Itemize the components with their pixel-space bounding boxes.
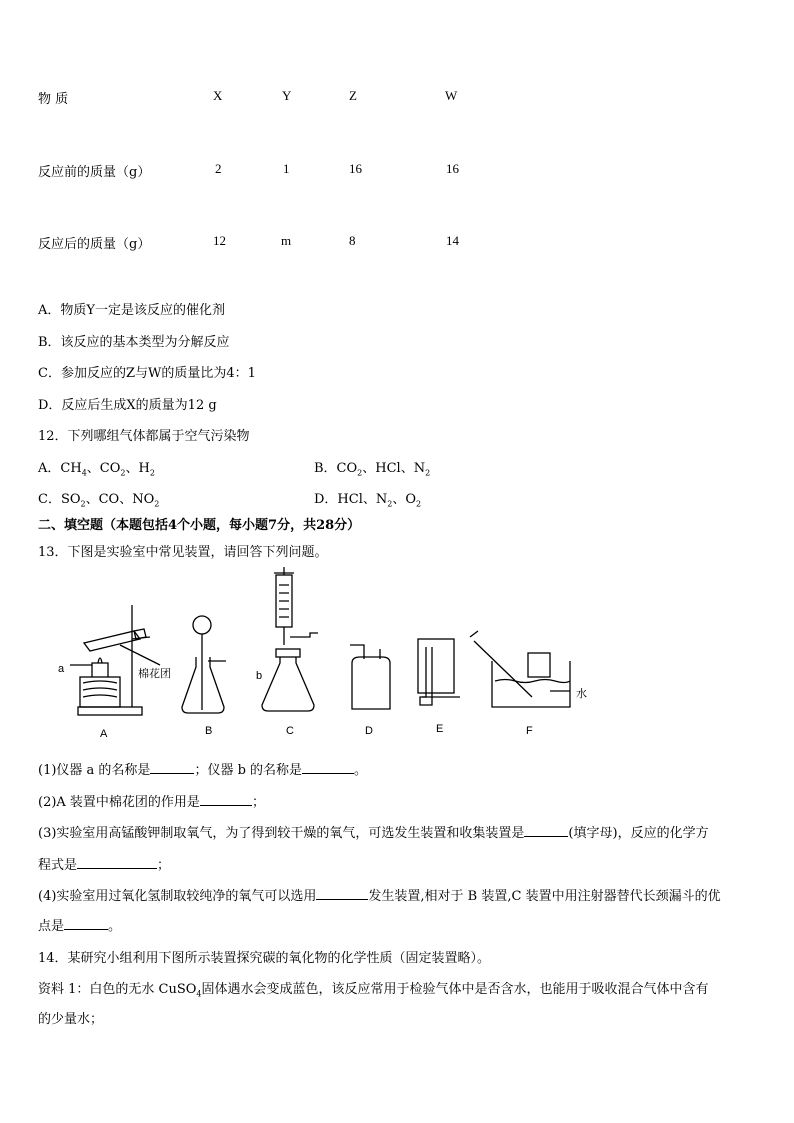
table-cell: 16 <box>446 161 459 176</box>
table-header-y: Y <box>282 88 292 103</box>
label-b: b <box>256 670 263 682</box>
apparatus-figure <box>50 565 590 745</box>
q11-option-c: C．参加反应的Z与W的质量比为4：1 <box>38 366 256 381</box>
stand-base <box>78 707 142 715</box>
q13-part3-cont: 程式是 ； <box>38 854 170 873</box>
q13-part2: (2)A 装置中棉花团的作用是 ； <box>38 791 265 810</box>
fig-label-f: F <box>526 725 533 737</box>
fig-label-a: A <box>100 728 108 740</box>
q13-stem: 13．下图是实验室中常见装置，请回答下列问题。 <box>38 545 328 560</box>
q12-option-c: C．$SO_2$、CO、$NO_2$ <box>38 492 160 509</box>
table-cell: 14 <box>446 233 459 248</box>
label-cotton: 棉花团 <box>138 668 171 680</box>
section-heading: 二、填空题（本题包括4个小题，每小题7分，共28分） <box>38 518 361 533</box>
q12-option-a: A．$CH_4$、$CO_2$、$H_2$ <box>38 461 155 478</box>
fig-label-c: C <box>286 725 294 737</box>
apparatus-drawing <box>50 565 590 745</box>
fig-label-d: D <box>365 725 373 737</box>
q14-info-line2: 的少量水； <box>38 1012 104 1027</box>
q12-option-d: D．HCl、$N_2$、$O_2$ <box>314 492 422 509</box>
table-row-before-label: 反应前的质量（g） <box>38 165 151 180</box>
table-cell: 1 <box>283 161 290 176</box>
q13-part4: (4)实验室用过氧化氢制取较纯净的氧气可以选用 发生装置,相对于 B 装置,C 装置中用注射器替代长颈漏斗的优 <box>38 885 721 904</box>
fig-label-b: B <box>205 725 213 737</box>
q13-part3: (3)实验室用高锰酸钾制取氧气，为了得到较干燥的氧气，可选发生装置和收集装置是 (填字母)，反应的化学方 <box>38 822 709 841</box>
table-header-substance: 物 质 <box>38 92 69 107</box>
table-row-after-label: 反应后的质量（g） <box>38 237 151 252</box>
q11-option-b: B．该反应的基本类型为分解反应 <box>38 335 230 350</box>
q12-option-b: B．$CO_2$、HCl、$N_2$ <box>314 461 431 478</box>
table-cell: 8 <box>349 233 356 248</box>
q13-part4-cont: 点是 。 <box>38 915 121 934</box>
table-header-z: Z <box>349 88 357 103</box>
table-cell: 16 <box>349 161 362 176</box>
table-cell: 12 <box>213 233 226 248</box>
q11-option-a: A．物质Y一定是该反应的催化剂 <box>38 303 225 318</box>
table-header-w: W <box>445 88 458 103</box>
q12-stem: 12．下列哪组气体都属于空气污染物 <box>38 429 250 444</box>
label-a: a <box>58 663 65 675</box>
q11-option-d: D．反应后生成X的质量为12 g <box>38 398 217 413</box>
q14-info-line1: 资料 1：白色的无水 CuSO$_4$固体遇水会变成蓝色，该反应常用于检验气体中是否含水，也能用于吸收混合气体中含有 <box>38 982 709 999</box>
q13-part1: (1)仪器 a 的名称是 ；仪器 b 的名称是 。 <box>38 759 367 778</box>
table-cell: m <box>281 233 292 248</box>
fig-label-e: E <box>436 723 444 735</box>
table-cell: 2 <box>215 161 222 176</box>
table-header-x: X <box>213 88 223 103</box>
label-water: 水 <box>576 688 587 700</box>
q14-stem: 14．某研究小组利用下图所示装置探究碳的氧化物的化学性质（固定装置略）。 <box>38 951 491 966</box>
